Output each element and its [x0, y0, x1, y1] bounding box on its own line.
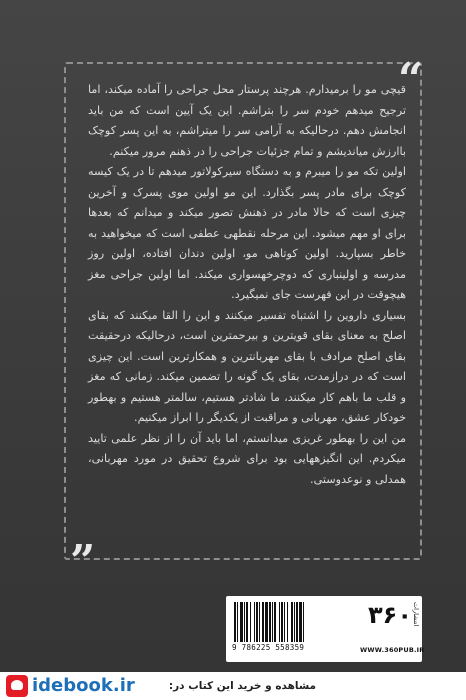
blurb-paragraph: بسیاری داروین را اشتباه تفسیر میکنند و این را القا میکنند که بقای اصلح به معنای بقای قویترین و بیرحمترین است، درحالیکه درحقیقت بقای اصلح مرادف با بقای مهربانترین و همکارترین است. این چیزی است که در درازمدت، بقای یک گونه را تضمین میکند. زمانی که مغز و قلب ما باهم کار میکنند، ما شادتر هستیم، سالمتر هستیم و بهطور خودکار عشق، مهربانی و مراقبت از یکدیگر را ابراز میکنیم.	[88, 308, 406, 424]
site-link[interactable]: idebook.ir	[32, 675, 135, 696]
blurb-paragraph: اولین تکه مو را میبرم و به دستگاه سیرکولاتور میدهم تا در یک کیسه کوچک برای مادر پسر بگذارد. این مو اولین موی پسرک و آخرین چیزی است که حالا مادر در ذهنش تصور میکند و میدانم که بعدها برای او مهم میشود. این مرحله نقطهی عطفی است که میخواهید به خاطر بسپارید. اولین کوتاهی مو، اولین دندان افتاده، اولین روز مدرسه و اولینباری که دوچرخهسواری میکند. اما اولین جراحی مغز هیچوقت در این فهرست جای نمیگیرد.	[88, 165, 406, 301]
publisher-url: WWW.360PUB.IR	[360, 646, 425, 654]
blurb-paragraph: قیچی مو را برمیدارم. هرچند پرستار محل جراحی را آماده میکند، اما ترجیح میدهم خودم سر را بتراشم. این یک آیین است که من باید انجامش دهم. درحالیکه به آرامی سر را میتراشم، به این پسر کوچک باارزش میاندیشم و تمام جزئیات جراحی را در ذهنم مرور میکنم.	[88, 83, 406, 158]
closing-quote-mark: ”	[70, 536, 96, 587]
barcode-bars	[234, 602, 354, 642]
barcode-bar	[304, 602, 306, 642]
buy-call-to-action: مشاهده و خرید این کتاب در:	[168, 680, 316, 692]
publisher-logo-number: ۳۶۰	[368, 601, 412, 629]
barcode-digits: 9 786225 558359	[232, 643, 305, 652]
opening-quote-mark: “	[398, 54, 424, 105]
footer-banner[interactable]	[0, 672, 466, 700]
blurb-text	[88, 80, 406, 490]
publisher-logo-label: انتشارات	[412, 602, 420, 627]
publisher-logo	[362, 600, 418, 644]
blurb-paragraph: من این را بهطور غریزی میدانستم، اما باید آن را از نظر علمی تایید میکردم. این انگیزههایی بود برای شروع تحقیق در مورد مهربانی، همدلی و نوعدوستی.	[88, 431, 406, 486]
bag-icon	[6, 675, 28, 697]
barcode-panel	[226, 596, 425, 662]
